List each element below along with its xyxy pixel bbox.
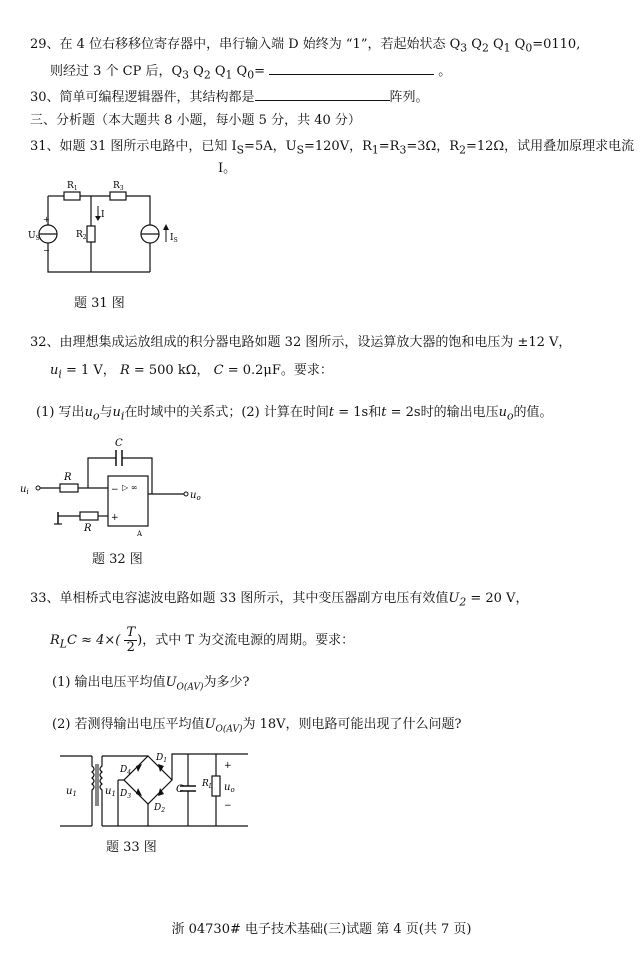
is-label: $I_S$ xyxy=(170,233,178,244)
q31-circuit-figure xyxy=(28,180,180,280)
u1-label: $u_1$ xyxy=(66,786,77,798)
q29-line1: 29、在 4 位右移移位寄存器中，串行输入端 D 始终为 “1”，若起始状态 $Q_3$ $Q_2$ $Q_1$ $Q_0=0110$, xyxy=(30,37,581,55)
q33-line4: (2) 若测得输出电压平均值$U_{O(AV)}$为 18V，则电路可能出现了什么问题? xyxy=(52,717,462,735)
u2-label: $u_1$ xyxy=(105,786,116,798)
current-i-label: I xyxy=(101,210,105,220)
us-label: $U_S$ xyxy=(28,231,40,242)
load-resistor xyxy=(212,776,220,796)
r-input-label: R xyxy=(64,472,72,483)
us-minus: − xyxy=(43,246,50,255)
r3-resistor xyxy=(110,192,126,200)
q33-line2: $R_LC \approx 4\times$( $\frac{T}{2}$ )，式中 T 为交流电源的周期。要求： xyxy=(50,625,355,655)
cap-label: C xyxy=(115,438,123,449)
r1-resistor xyxy=(64,192,80,200)
uo-minus: − xyxy=(224,801,232,811)
q32-line2: $u_i = 1$ V， R = 500 kΩ， C = 0.2μF。要求： xyxy=(50,363,333,381)
d1-label: $D_1$ xyxy=(156,753,168,764)
c-label: C xyxy=(176,784,184,795)
q32-line1: 32、由理想集成运放组成的积分器电路如题 32 图所示，设运算放大器的饱和电压为 ±12 V， xyxy=(30,335,572,350)
q33-caption: 题 33 图 xyxy=(106,840,157,855)
rl-label: $R_L$ xyxy=(202,779,213,790)
q31-line2: I。 xyxy=(218,161,237,176)
ground-resistor xyxy=(80,512,98,520)
q32-caption: 题 32 图 xyxy=(92,552,143,567)
r2-resistor xyxy=(87,226,95,242)
uo-label: $u_o$ xyxy=(190,490,201,502)
uo-label: $u_o$ xyxy=(224,782,235,794)
q31-line1: 31、如题 31 图所示电路中，已知 $I_S=5A$，$U_S=120V$，$R_1=R_3=3\Omega$，$R_2=12\Omega$，试用叠加原理求电流 xyxy=(30,139,635,157)
d2-label: $D_2$ xyxy=(154,803,166,814)
q30-line: 30、简单可编程逻辑器件，其结构都是 阵列。 xyxy=(30,90,429,105)
d3-diode xyxy=(136,788,142,796)
primary-winding xyxy=(92,756,94,826)
q33-line3: (1) 输出电压平均值$U_{O(AV)}$为多少? xyxy=(52,675,250,693)
d3-label: $D_3$ xyxy=(120,789,132,800)
t-over-2-fraction: $\frac{T}{2}$ xyxy=(126,625,136,655)
r-ground-label: R xyxy=(84,523,92,534)
r2-label: $R_2$ xyxy=(76,230,87,241)
r1-label: $R_1$ xyxy=(67,181,78,192)
amp-symbol: ▷ ∞ xyxy=(122,483,138,492)
q31-caption: 题 31 图 xyxy=(74,296,125,311)
d4-diode xyxy=(136,764,142,772)
q33-bridge-rectifier-figure xyxy=(58,746,278,836)
ui-label: $u_i$ xyxy=(20,484,29,496)
r3-label: $R_3$ xyxy=(113,181,124,192)
q32-integrator-figure xyxy=(20,436,220,546)
secondary-winding xyxy=(100,756,102,826)
amp-plus: + xyxy=(111,513,119,523)
amp-minus: − xyxy=(111,485,119,495)
page-footer: 浙 04730# 电子技术基础(三)试题 第 4 页(共 7 页) xyxy=(171,922,472,937)
q33-line1: 33、单相桥式电容滤波电路如题 33 图所示，其中变压器副方电压有效值$U_2 = 20$ V， xyxy=(30,591,529,609)
q30-blank[interactable] xyxy=(255,88,390,101)
q29-blank[interactable] xyxy=(269,62,434,75)
q32-line3: (1) 写出$u_o$与$u_i$在时域中的关系式；(2) 计算在时间t = 1s和t = 2s时的输出电压$u_o$的值。 xyxy=(36,405,553,423)
uo-plus: + xyxy=(224,761,232,771)
q29-line2: 则经过 3 个 CP 后，$Q_3$ $Q_2$ $Q_1$ $Q_0=$ 。 xyxy=(50,64,452,82)
amp-a-label: A xyxy=(137,530,143,538)
d4-label: $D_4$ xyxy=(120,765,132,776)
us-plus: + xyxy=(43,215,50,224)
section-3-heading: 三、分析题（本大题共 8 小题，每小题 5 分，共 40 分） xyxy=(30,113,361,128)
input-resistor xyxy=(60,484,78,492)
